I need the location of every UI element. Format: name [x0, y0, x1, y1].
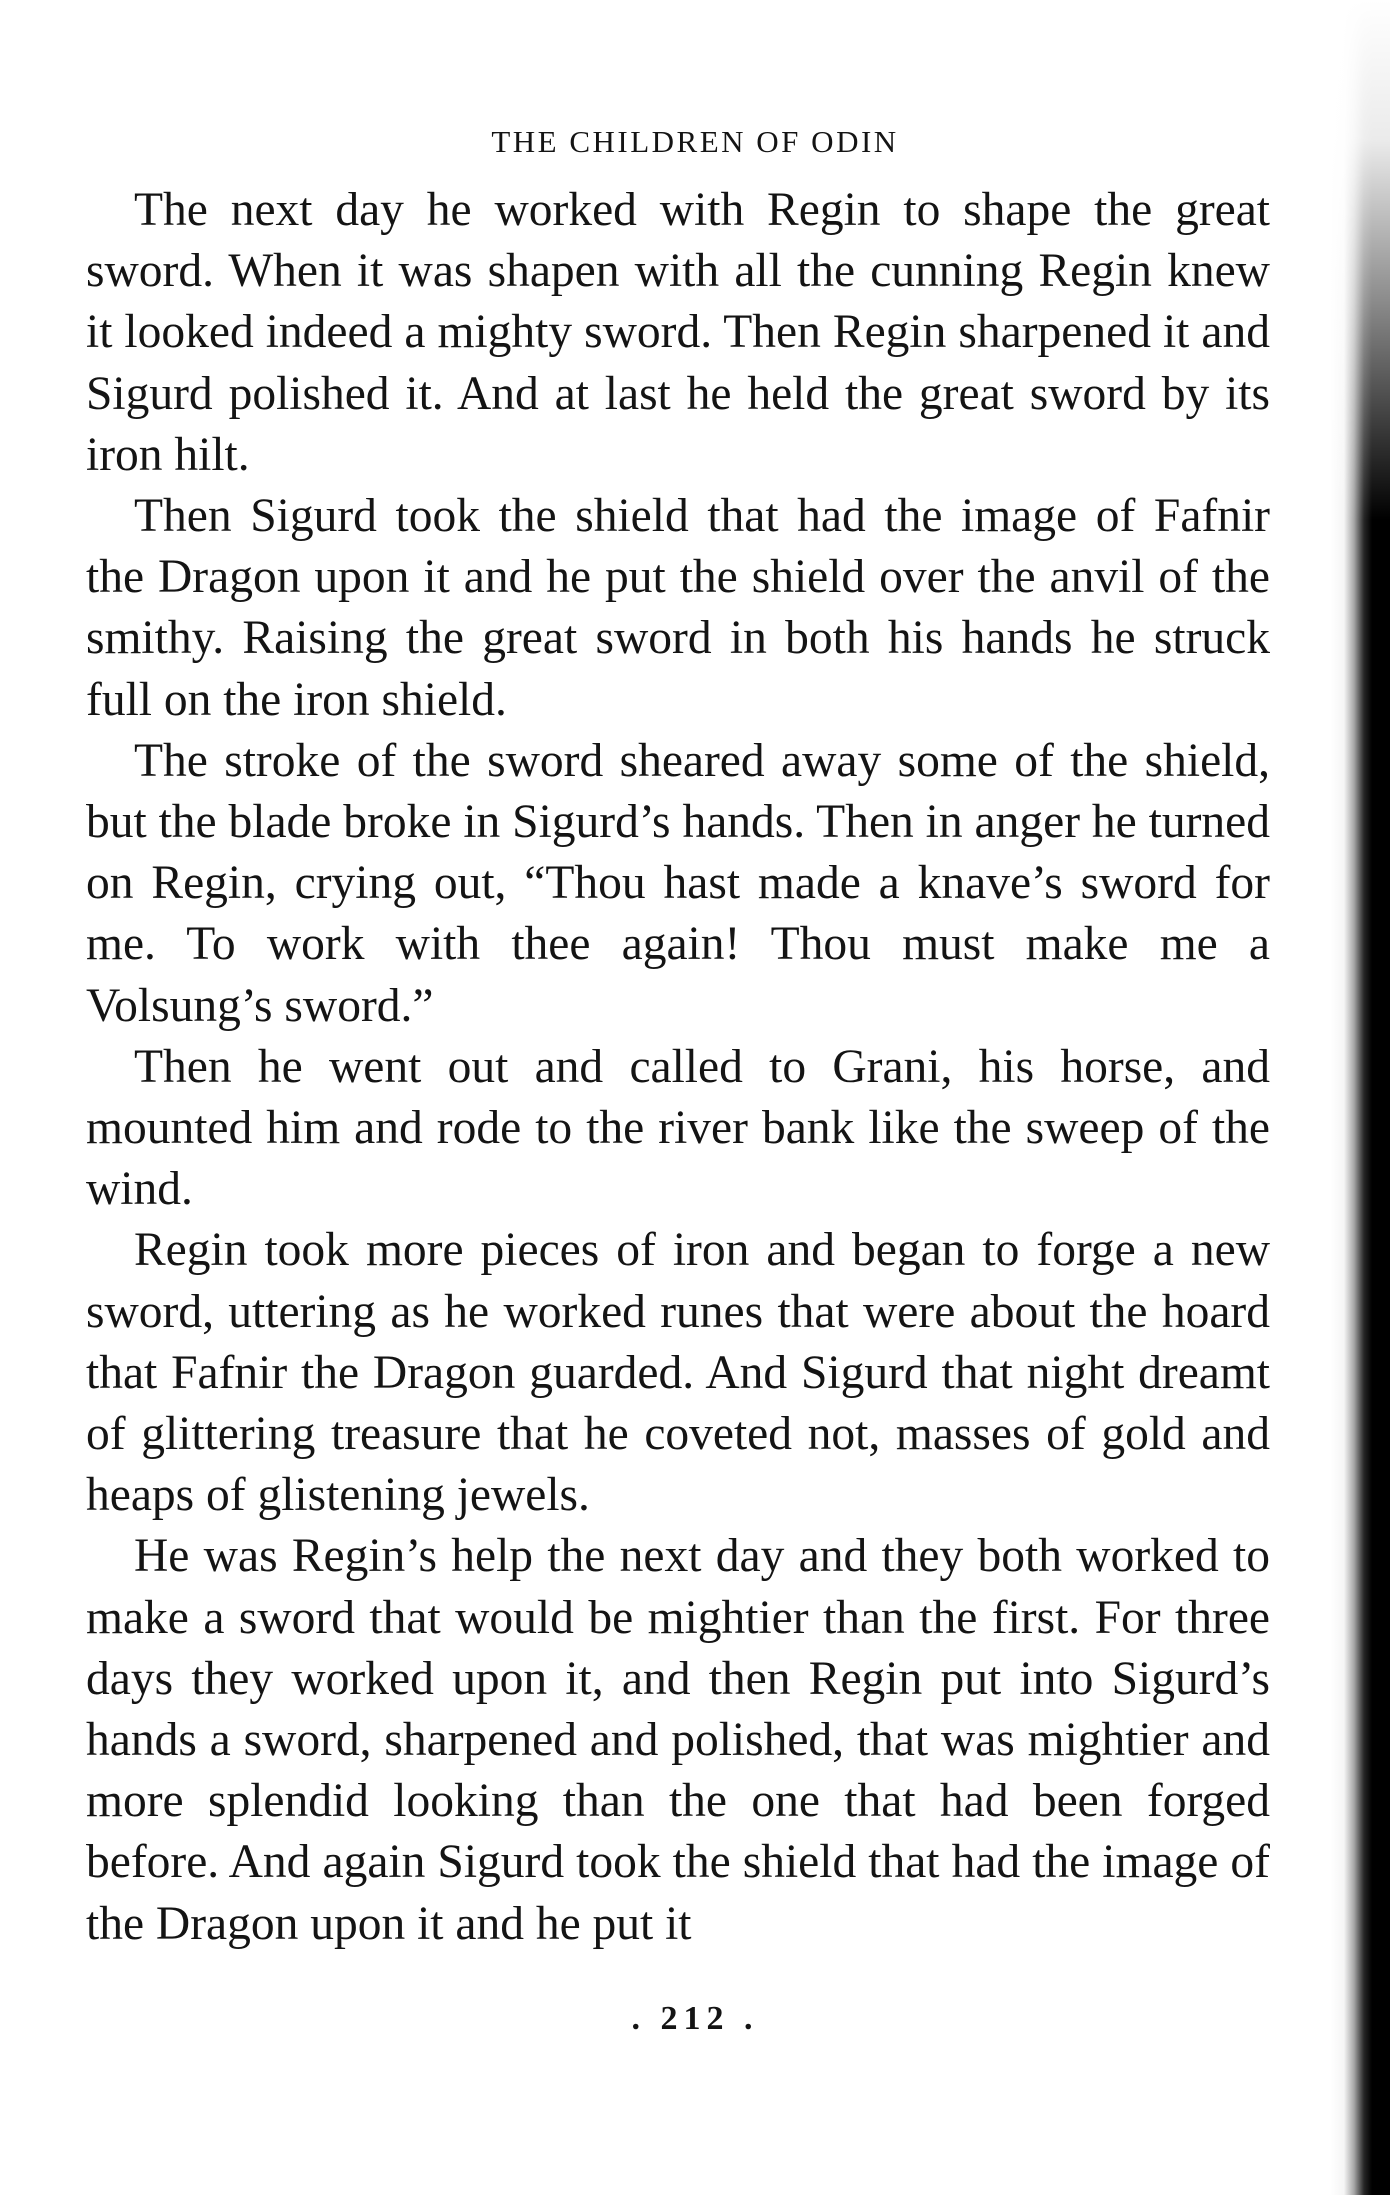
paragraph-3: The stroke of the sword sheared away some of the shield, but the blade broke in Sigurd’s hands. Then in anger he turned on Regin, crying out, “Thou hast made a knave’s sword for me. To work with thee again! Thou must make me a Volsung’s sword.” [86, 734, 1270, 1032]
paragraph-2: Then Sigurd took the shield that had the image of Fafnir the Dragon upon it and he put the shield over the anvil of the smithy. Raising the great sword in both his hands he struck full on the iron shield. [86, 490, 1270, 726]
paragraph-5: Regin took more pieces of iron and began to forge a new sword, uttering as he worked runes that were about the hoard that Fafnir the Dragon guarded. And Sigurd that night dreamt of glittering treasure that he coveted not, masses of gold and heaps of glistening jewels. [86, 1224, 1270, 1522]
paragraph-4: Then he went out and called to Grani, his horse, and mounted him and rode to the river bank like the sweep of the wind. [86, 1040, 1270, 1216]
body-text [86, 180, 1270, 1955]
scan-page-edge-fade [1330, 0, 1390, 520]
paragraph-6: He was Regin’s help the next day and they both worked to make a sword that would be mightier than the first. For three days they worked upon it, and then Regin put into Sigurd’s hands a sword, sharpened and polished, that was mightier and more splendid looking than the one that had been forged before. And again Sigurd took the shield that had the image of the Dragon upon it and he put it [86, 1530, 1270, 1950]
page-number: . 212 . [631, 2000, 759, 2037]
running-head: THE CHILDREN OF ODIN [491, 124, 899, 159]
paragraph-1: The next day he worked with Regin to shape the great sword. When it was shapen with all the cunning Regin knew it looked indeed a mighty sword. Then Regin sharpened it and Sigurd polished it. And at last he held the great sword by its iron hilt. [86, 184, 1270, 481]
